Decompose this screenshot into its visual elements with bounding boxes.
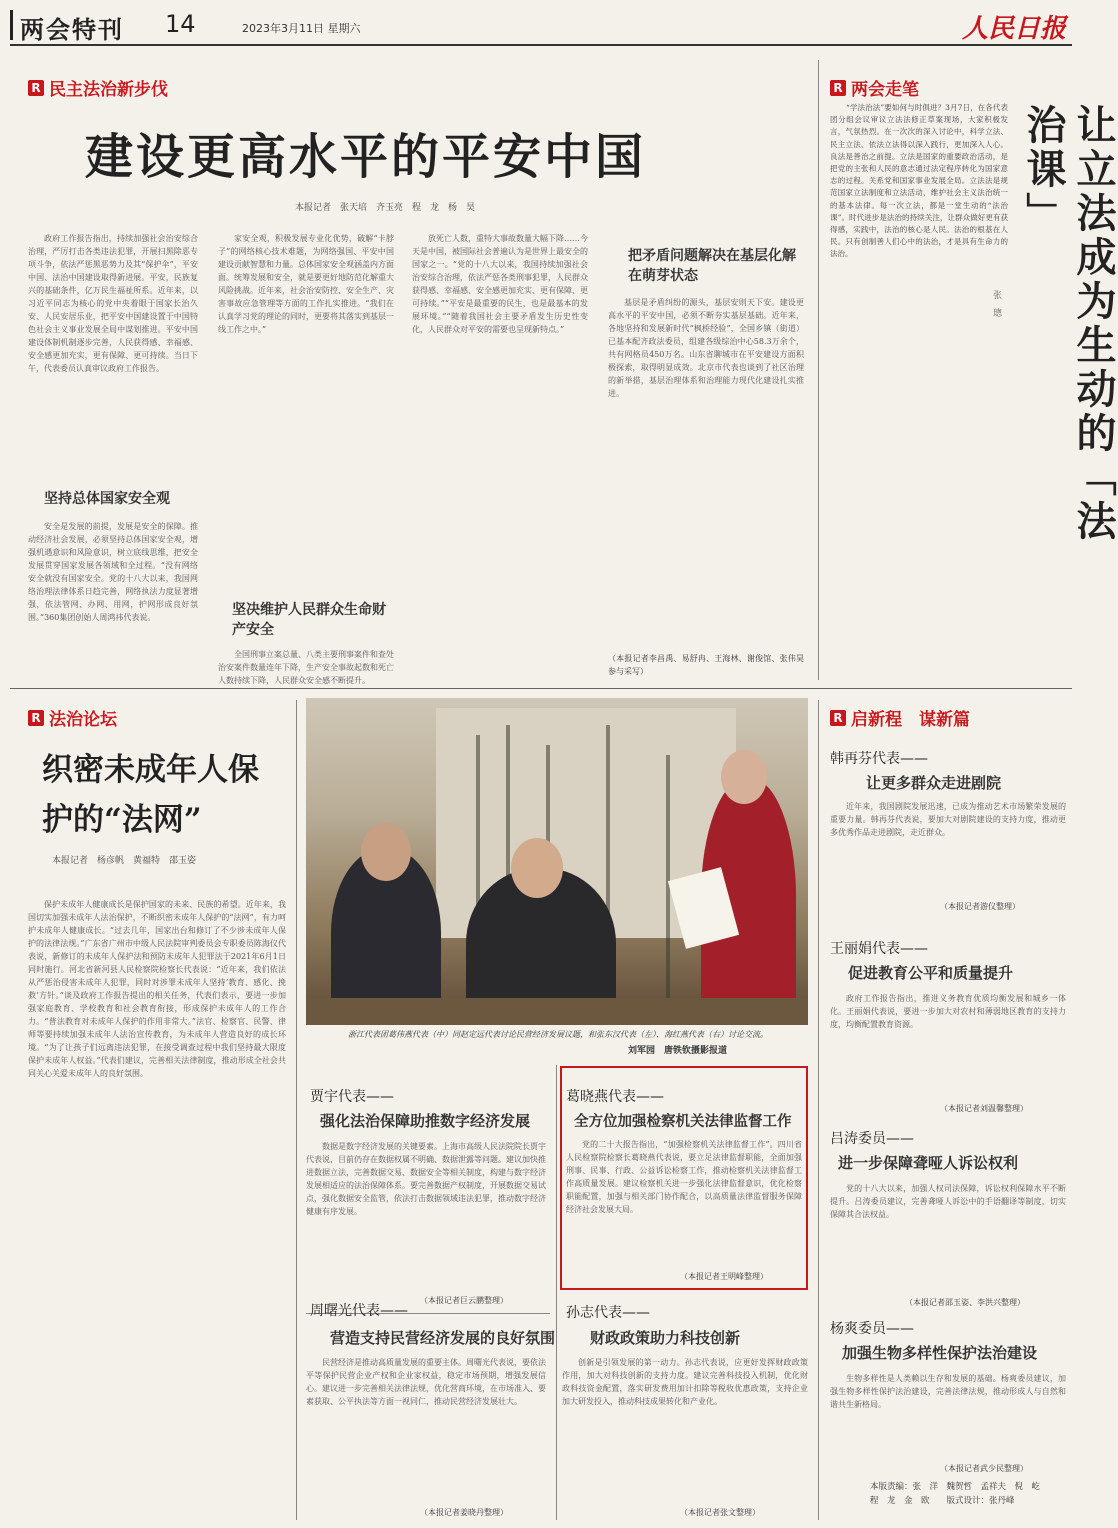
credit-procuratorate-text: （本报记者王明峰整理） bbox=[680, 1272, 768, 1281]
rep-name-jia: 贾宇代表—— bbox=[310, 1089, 394, 1105]
r-logo-icon: R bbox=[28, 710, 44, 726]
article-column-3: 放死亡人数，重特大事故数量大幅下降……今天是中国，被国际社会普遍认为是世界上最安全的国家之一。“党的十八大以来，我国持续加强社会治安综合治理，依法严惩各类刑事犯罪，人民群众获得感、幸福感、安全感更加充实、更有保障、更可持续。”“平安是最重要的民生，也是最基本的发展环境。”“随着我国社会主要矛盾发生历史性变化，人民群众对平安的需要也呈现新特点。” bbox=[412, 234, 588, 334]
headline-biodiversity: 加强生物多样性保护法治建设 bbox=[842, 1344, 1038, 1362]
body-biodiversity: 生物多样性是人类赖以生存和发展的基础。杨爽委员建议，加强生物多样性保护法治建设，完善法律法规，推动形成人与自然和谐共生新格局。 bbox=[830, 1374, 1066, 1409]
rep-name-sun: 孙志代表—— bbox=[566, 1305, 650, 1321]
body-education: 政府工作报告指出，推进义务教育优质均衡发展和城乡一体化。王丽娟代表说，要进一步加大对农村和薄弱地区教育的支持力度，均衡配置教育资源。 bbox=[830, 994, 1066, 1029]
subhead-people-safety bbox=[232, 600, 392, 640]
column-label-text: 法治论坛 bbox=[49, 710, 117, 730]
editor-credits: 本版责编：张 洋 魏贺哲 孟祥夫 倪 屹 程 龙 金 欧 版式设计：张丹峰 bbox=[870, 1482, 1049, 1506]
main-headline: 建设更高水平的平安中国 bbox=[85, 129, 647, 185]
credit-digital-economy bbox=[420, 1294, 550, 1307]
commentary-author: 张 璁 bbox=[991, 290, 1001, 317]
headline-theater: 让更多群众走进剧院 bbox=[866, 774, 1002, 792]
page-header bbox=[10, 6, 1072, 44]
main-byline: 本报记者 张天培 齐玉亮 程 龙 杨 昊 bbox=[295, 203, 476, 213]
column-divider-bottom bbox=[556, 1065, 557, 1520]
article-column-1b: 安全是发展的前提，发展是安全的保障。推动经济社会发展，必须坚持总体国家安全观，增强机遇意识和风险意识，树立底线思维，把安全发展贯穿国家发展各领域和全过程。“没有网络安全就没有国家安全。党的十八大以来，我国网络治理法律体系日趋完善，网络执法力度显著增强，依法管网、办网、用网，护网形成良好氛围。”360集团创始人周鸿祎代表说。 bbox=[28, 522, 198, 622]
body-deaf-rights: 党的十八大以来，加强人权司法保障，诉讼权利保障水平不断提升。吕涛委员建议，完善聋哑人诉讼中的手语翻译等制度，切实保障其合法权益。 bbox=[830, 1184, 1066, 1219]
person-center-head bbox=[511, 838, 563, 898]
rep-name-yang: 杨爽委员—— bbox=[830, 1321, 914, 1337]
credit-private-economy-text: （本报记者姜晓丹整理） bbox=[420, 1508, 508, 1517]
person-right-head bbox=[721, 750, 767, 804]
credit-fiscal-policy bbox=[680, 1506, 808, 1519]
body-theater: 近年来，我国剧院发展迅速，已成为推动艺术市场繁荣发展的重要力量。韩再芬代表说，要加大对剧院建设的支持力度，推动更多优秀作品走进剧院，走近群众。 bbox=[830, 802, 1066, 837]
column-divider-right bbox=[818, 700, 819, 1520]
column-label-democracy bbox=[28, 75, 168, 100]
column-label-sessions bbox=[830, 75, 919, 100]
headline-fiscal-policy: 财政政策助力科技创新 bbox=[590, 1329, 741, 1347]
column-label-text: 启新程 谋新篇 bbox=[851, 710, 970, 730]
article-credit-text: （本报记者李昌禹、易舒冉、王海林、谢俊馆、张伟昊参与采写） bbox=[608, 654, 804, 676]
body-digital-economy: 数据是数字经济发展的关键要素。上海市高级人民法院院长贾宇代表说，目前仍存在数据权属不明确、数据泄露等问题。建议加快推进数据立法，完善数据交易、数据安全等相关制度，构建与数字经济发展相适应的法治保障体系。要完善数据产权制度，开展数据交易试点，强化数据安全监管，依法打击数据领域违法犯罪，推动数字经济健康有序发展。 bbox=[306, 1142, 546, 1216]
r-logo-icon: R bbox=[830, 710, 846, 726]
article-column-2b: 全国刑事立案总量、八类主要刑事案件和查处治安案件数量连年下降，生产安全事故起数和死亡人数持续下降，人民群众安全感不断提升。 bbox=[218, 650, 394, 685]
subhead-grassroots bbox=[628, 246, 803, 286]
newspaper-logo: 人民日报 bbox=[961, 14, 1066, 44]
header-left-bracket bbox=[10, 10, 13, 40]
body-private-economy: 民营经济是推动高质量发展的重要主体。周曙光代表说，要依法平等保护民营企业产权和企业家权益，稳定市场预期，增强发展信心。建议进一步完善相关法律法规，优化营商环境，在市场准入、要素获取、公平执法等方面一视同仁，推动民营经济发展壮大。 bbox=[306, 1358, 546, 1406]
rep-name-zhou: 周曙光代表—— bbox=[310, 1303, 408, 1319]
credit-procuratorate bbox=[680, 1270, 804, 1283]
body-fiscal-policy: 创新是引领发展的第一动力。孙志代表说，应更好发挥财政政策作用，加大对科技创新的支持力度。建议完善科技投入机制，优化财政科技资金配置，落实研发费用加计扣除等税收优惠政策，支持企业加大研发投入，推动科技成果转化和产业化。 bbox=[562, 1358, 808, 1406]
column-divider-top bbox=[818, 60, 819, 680]
meeting-photo bbox=[306, 698, 808, 1025]
photo-caption: 浙江代表团葛伟燕代表（中）同赵定远代表讨论民营经济发展议题，和张东汉代表（左）、海红燕代表（右）讨论交流。 bbox=[348, 1030, 768, 1039]
credit-private-economy bbox=[420, 1506, 550, 1519]
rep-name-lv: 吕涛委员—— bbox=[830, 1131, 914, 1147]
credit-theater bbox=[940, 900, 1070, 913]
body-procuratorate: 党的二十大报告指出，“加强检察机关法律监督工作”。四川省人民检察院检察长葛晓燕代表说，要立足法律监督职能，全面加强刑事、民事、行政、公益诉讼检察工作，推动检察机关法律监督工作高质量发展。建议检察机关进一步强化法律监督意识，优化检察职能配置，加强与相关部门协作配合，以高质量法律监督服务保障经济社会发展大局。 bbox=[566, 1140, 802, 1214]
column-divider-mid bbox=[296, 700, 297, 1520]
headline-education: 促进教育公平和质量提升 bbox=[848, 964, 1014, 982]
credit-fiscal-policy-text: （本报记者张文整理） bbox=[680, 1508, 760, 1517]
subhead-grassroots-text: 把矛盾问题解决在基层化解在萌芽状态 bbox=[628, 248, 796, 284]
table-surface bbox=[306, 998, 808, 1025]
credit-digital-economy-text: （本报记者巨云鹏整理） bbox=[420, 1296, 508, 1305]
credit-theater-text: （本报记者游仪整理） bbox=[940, 902, 1020, 911]
forum-byline: 本报记者 杨彦帆 黄福特 邵玉姿 bbox=[52, 856, 197, 866]
article-column-2: 家安全观，积极发展专业化优势，破解“卡脖子”的网络核心技术难题，为网络强国、平安中国建设贡献智慧和力量。总体国家安全观涵盖内方面面。统筹发展和安全，就是要更好地防范化解重大风险挑战。近年来，社会治安防控、安全生产、灾害事故应急管理等方面的工作扎实推进。“我们在认真学习党的理论的同时，更要将其落实到基层一线工作之中。” bbox=[218, 234, 394, 334]
commentary-body: “学法治法”要如何与时俱进？3月7日，在各代表团分组会议审议立法法修正草案现场，大家积极发言，气氛热烈。在一次次的深入讨论中，科学立法、民主立法、依法立法得以深入践行，更加深入人心。良法是善治之前提。立法是国家的重要政治活动，是把党的主张和人民的意志通过法定程序转化为国家意志的过程。关系党和国家事业发展全局。立法法是规范国家立法制度和立法活动，维护社会主义法治统一的基本法律。每一次立法，都是一堂生动的“法治课”。时代进步是法治的持续关注，让群众做好更有获得感，实践中，法治的核心是人民。法治的根基在人民。只有创制善人们心中的法治，才是具有生命力的法治。 bbox=[830, 103, 1008, 259]
section-title: 两会特刊 bbox=[20, 16, 124, 44]
article-column-4: 基层是矛盾纠纷的源头，基层安则天下安。建设更高水平的平安中国，必须不断夯实基层基础。近年来，各地坚持和发展新时代“枫桥经验”，全国乡镇（街道）已基本配齐政法委员，组建各级综治中心58.3万余个，共有网格员450万名。山东省聊城市在平安建设方面积极探索，取得明显成效。北京市代表也谈到了社区治理的新举措，基层治理体系和治理能力现代化建设扎实推进。 bbox=[608, 298, 804, 398]
rep-name-wang: 王丽娟代表—— bbox=[830, 941, 928, 957]
credit-education bbox=[940, 1102, 1070, 1115]
headline-digital-economy: 强化法治保障助推数字经济发展 bbox=[320, 1112, 531, 1130]
page-number: 14 bbox=[165, 10, 196, 38]
credit-education-text: （本报记者刘温馨整理） bbox=[940, 1104, 1028, 1113]
header-divider bbox=[10, 44, 1072, 46]
forum-headline: 织密未成年人保护的“法网” bbox=[42, 752, 259, 838]
photo-credit: 刘军园 唐铁钦摄影报道 bbox=[628, 1046, 728, 1056]
column-label-text: 民主法治新步伐 bbox=[49, 80, 168, 100]
credit-deaf-rights-text: （本报记者邵玉姿、李洪兴整理） bbox=[905, 1298, 1025, 1307]
credit-deaf-rights bbox=[905, 1296, 1070, 1309]
issue-date: 2023年3月11日 星期六 bbox=[242, 22, 361, 35]
section-divider bbox=[10, 688, 1072, 689]
subhead-national-security: 坚持总体国家安全观 bbox=[44, 491, 170, 507]
person-left-head bbox=[361, 823, 411, 881]
headline-procuratorate: 全方位加强检察机关法律监督工作 bbox=[574, 1114, 792, 1130]
credit-biodiversity-text: （本报记者武少民整理） bbox=[940, 1464, 1028, 1473]
r-logo-icon: R bbox=[830, 80, 846, 96]
article-credit bbox=[608, 652, 804, 678]
r-logo-icon: R bbox=[28, 80, 44, 96]
forum-body: 保护未成年人健康成长是保护国家的未来、民族的希望。近年来，我国切实加强未成年人法治保护，不断织密未成年人保护的“法网”，有力呵护未成年人健康成长。“过去几年，国家出台和修订了不少涉未成年人保护的法律法规。”广东省广州市中级人民法院审判委员会专职委员陈海仪代表说，新修订的未成年人保护法和预防未成年人犯罪法于2021年6月1日同时施行。河北省新河县人民检察院检察长代表说：“近年来，我们依法从严惩治侵害未成年人犯罪，同时对涉罪未成年人坚持‘教育、感化、挽救’方针。”谈及政府工作报告提出的相关任务，代表们表示，要进一步加强家庭教育、学校教育和社会教育衔接，形成保护未成年人的工作合力。“普法教育对未成年人保护的作用非常大。”法官、检察官、民警、律师等要持续加强未成年人法治宣传教育，为未成年人营造良好的成长环境。“为了让孩子们远离违法犯罪，在接受调查过程中我们坚持最大限度保护未成年人权益。”代表们建议，完善相关法律制度，推动形成全社会共同关心关爱未成年人的良好氛围。 bbox=[28, 900, 286, 1078]
credit-biodiversity bbox=[940, 1462, 1070, 1475]
rep-name-han: 韩再芬代表—— bbox=[830, 751, 928, 767]
headline-deaf-rights: 进一步保障聋哑人诉讼权利 bbox=[838, 1154, 1019, 1172]
headline-private-economy: 营造支持民营经济发展的良好氛围 bbox=[330, 1329, 556, 1347]
column-label-new-journey bbox=[830, 705, 970, 730]
article-column-1: 政府工作报告指出，持续加强社会治安综合治理，严厉打击各类违法犯罪，开展扫黑除恶专项斗争，依法严惩黑恶势力及其“保护伞”，平安中国、法治中国建设取得新进展。平安，民族复兴的基础条件，亿万民生福祉所系。近年来，以习近平同志为核心的党中央着眼于国家长治久安、人民安居乐业，把平安中国建设置于中国特色社会主义事业发展全局中谋划推进。平安中国建设体制机制逐步完善，人民获得感、幸福感、安全感更加充实，更有保障、更可持续。当日下午，代表委员认真审议政府工作报告。 bbox=[28, 234, 198, 373]
column-label-law-forum bbox=[28, 705, 117, 730]
column-label-text: 两会走笔 bbox=[851, 80, 919, 100]
commentary-headline: 让立法成为生动的「法治课」 bbox=[1020, 104, 1117, 544]
rep-name-ge: 葛晓燕代表—— bbox=[566, 1089, 664, 1105]
subhead-people-safety-text: 坚决维护人民群众生命财产安全 bbox=[232, 602, 386, 638]
